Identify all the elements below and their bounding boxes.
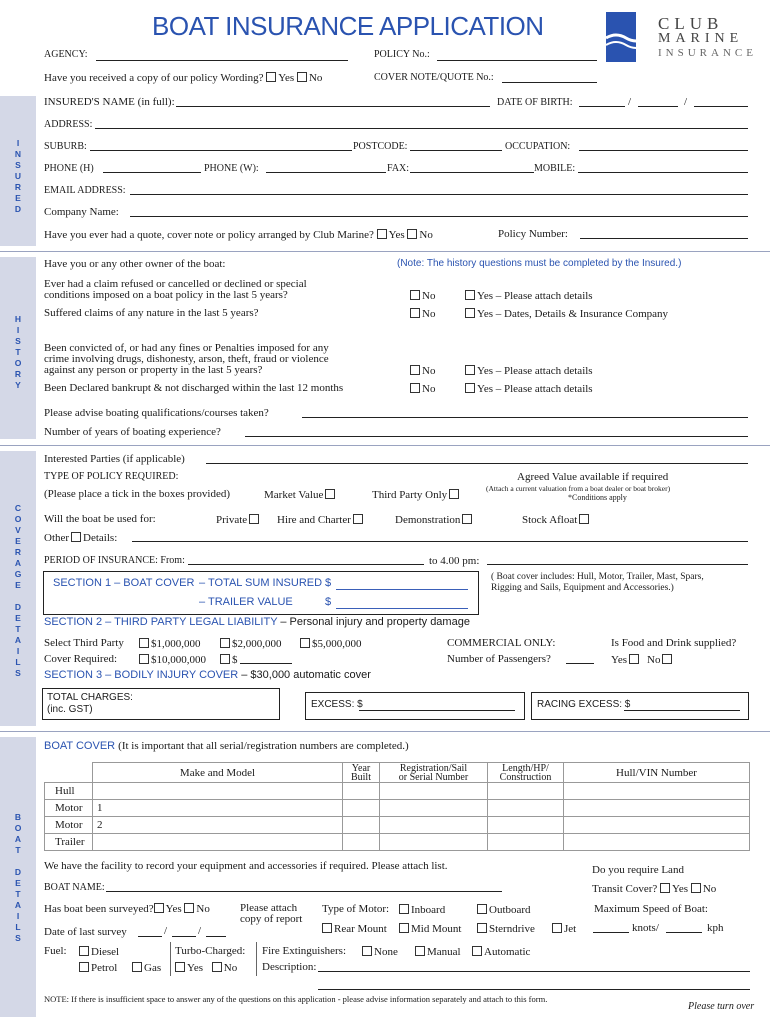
option-10m: $10,000,000 [139, 654, 206, 666]
land-yes-checkbox[interactable] [660, 883, 670, 893]
gas-option: Gas [132, 962, 161, 974]
used-for-label: Will the boat be used for: [44, 513, 156, 525]
land-transit-q2: Transit Cover? Yes No [592, 883, 717, 895]
description-label: Description: [262, 961, 317, 973]
petrol-checkbox[interactable] [79, 962, 89, 972]
period-label: PERIOD OF INSURANCE: From: [44, 555, 185, 566]
total-sum-label: – TOTAL SUM INSURED [199, 577, 323, 589]
history-q4: Been Declared bankrupt & not discharged within the last 12 months [44, 382, 344, 394]
fire-manual-option: Manual [415, 946, 461, 958]
history-vertical-label: H I S T O R Y [14, 314, 22, 390]
policy-number-field[interactable] [580, 238, 748, 239]
market-value-checkbox[interactable] [325, 489, 335, 499]
row-label-hull: Hull [45, 783, 93, 800]
motor1-year-cell[interactable] [343, 800, 380, 817]
interested-label: Interested Parties (if applicable) [44, 453, 185, 465]
commercial-label: COMMERCIAL ONLY: [447, 637, 556, 649]
fire-label: Fire Extinguishers: [262, 945, 347, 957]
history-q1-line2: conditions imposed on a boat policy in the last 5 years? [44, 289, 288, 301]
history-q1-no: No [410, 290, 435, 302]
passengers-label: Number of Passengers? [447, 653, 551, 665]
qualifications-label: Please advise boating qualifications/courses taken? [44, 407, 269, 419]
occupation-field[interactable] [579, 150, 748, 151]
email-label: EMAIL ADDRESS: [44, 185, 126, 196]
postcode-label: POSTCODE: [353, 141, 408, 152]
years-label: Number of years of boating experience? [44, 426, 221, 438]
motor1-reg-cell[interactable] [380, 800, 488, 817]
logo-insurance: INSURANCE [658, 47, 757, 59]
q3-yes-checkbox[interactable] [465, 365, 475, 375]
years-field[interactable] [245, 436, 748, 437]
hull-reg-cell[interactable] [380, 783, 488, 800]
cover-required-label: Cover Required: [44, 653, 118, 665]
company-field[interactable] [130, 216, 748, 217]
survey-slash-2: / [198, 925, 202, 937]
tp-5m-checkbox[interactable] [300, 638, 310, 648]
food-yes-checkbox[interactable] [629, 654, 639, 664]
tp-2m-checkbox[interactable] [220, 638, 230, 648]
boat-cover-table [44, 762, 750, 851]
q3-no-checkbox[interactable] [410, 365, 420, 375]
speed-knots-field[interactable] [593, 932, 629, 933]
knots-label: knots/ [632, 922, 659, 934]
boat-vertical-label: B O A T D E T A I L S [14, 812, 22, 943]
fuel-label: Fuel: [44, 945, 67, 957]
tp-1m-checkbox[interactable] [139, 638, 149, 648]
attach-report-1: Please attach [240, 902, 298, 914]
address-field[interactable] [95, 128, 748, 129]
wave-logo-icon [606, 12, 648, 62]
phone-h-field[interactable] [103, 172, 201, 173]
q4-no-checkbox[interactable] [410, 383, 420, 393]
phone-w-label: PHONE (W): [204, 163, 259, 174]
cover-note-label: COVER NOTE/QUOTE No.: [374, 72, 494, 83]
other-checkbox[interactable] [71, 532, 81, 542]
inboard-checkbox[interactable] [399, 904, 409, 914]
logo-marine: MARINE [658, 31, 744, 46]
occupation-label: OCCUPATION: [505, 141, 571, 152]
turbo-divider [256, 942, 257, 976]
fire-automatic-checkbox[interactable] [472, 946, 482, 956]
wording-question: Have you received a copy of our policy Wording? Yes No [44, 72, 323, 84]
last-survey-label: Date of last survey [44, 926, 127, 938]
excess-label: EXCESS: $ [311, 699, 363, 710]
wording-no-checkbox[interactable] [297, 72, 307, 82]
logo-club: CLUB [658, 14, 724, 33]
land-transit-q1: Do you require Land [592, 864, 684, 876]
q2-yes-checkbox[interactable] [465, 308, 475, 318]
insured-name-field[interactable] [176, 106, 490, 107]
stock-checkbox[interactable] [579, 514, 589, 524]
table-header-row [45, 763, 750, 783]
turn-over-text: Please turn over [688, 1001, 755, 1012]
boat-cover-includes-1: ( Boat cover includes: Hull, Motor, Trailer, Mast, Spars, [491, 572, 704, 582]
header-length: Length/HP/ Construction [488, 763, 564, 783]
coverage-vertical-label: C O V E R A G E D E T A I L S [14, 503, 22, 678]
trailer-dollar: $ [325, 596, 332, 608]
stock-option: Stock Afloat [522, 514, 591, 526]
company-label: Company Name: [44, 206, 119, 218]
turbo-options: Yes No [175, 962, 237, 974]
header-make-model: Make and Model [93, 763, 343, 783]
food-options: Yes No [611, 654, 674, 666]
motor2-reg-cell[interactable] [380, 817, 488, 834]
survey-month-field[interactable] [172, 936, 196, 937]
description-field-2[interactable] [318, 989, 750, 990]
history-q3-line3: against any person or property in the last 5 years? [44, 364, 263, 376]
sterndrive-checkbox[interactable] [477, 923, 487, 933]
insured-name-label: INSURED'S NAME (in full): [44, 96, 175, 108]
motor2-year-cell[interactable] [343, 817, 380, 834]
hull-year-cell[interactable] [343, 783, 380, 800]
other-details-field[interactable] [132, 541, 748, 542]
total-sum-field[interactable] [336, 589, 468, 590]
turbo-no-checkbox[interactable] [212, 962, 222, 972]
header-year-built: Year Built [343, 763, 380, 783]
agency-label: AGENCY: [44, 49, 88, 60]
hull-make-cell[interactable] [93, 783, 343, 800]
racing-excess-label: RACING EXCESS: $ [537, 699, 631, 710]
hire-checkbox[interactable] [353, 514, 363, 524]
food-no-checkbox[interactable] [662, 654, 672, 664]
diesel-option: Diesel [79, 946, 119, 958]
mid-mount-option: Mid Mount [399, 923, 461, 935]
agreed-value-label: Agreed Value available if required [517, 471, 669, 483]
dob-month-field[interactable] [638, 106, 678, 107]
total-charges-label: TOTAL CHARGES: [47, 692, 133, 703]
food-question: Is Food and Drink supplied? [611, 637, 737, 649]
history-note: (Note: The history questions must be completed by the Insured.) [397, 258, 682, 269]
option-5m: $5,000,000 [300, 638, 362, 650]
fax-label: FAX: [387, 163, 410, 174]
hull-vin-cell[interactable] [564, 783, 750, 800]
policy-type-label: TYPE OF POLICY REQUIRED: [44, 471, 179, 482]
section1-title: SECTION 1 – BOAT COVER [53, 577, 195, 589]
row-label-motor-1: Motor [45, 800, 93, 817]
email-field[interactable] [130, 194, 748, 195]
boat-name-label: BOAT NAME: [44, 882, 105, 893]
private-option: Private [216, 514, 261, 526]
petrol-option: Petrol [79, 962, 117, 974]
policy-no-label: POLICY No.: [374, 49, 430, 60]
agreed-value-note: (Attach a current valuation from a boat dealer or boat broker) [486, 484, 671, 493]
jet-checkbox[interactable] [552, 923, 562, 933]
suburb-label: SUBURB: [44, 141, 87, 152]
trailer-value-field[interactable] [336, 608, 468, 609]
table-row [45, 834, 750, 851]
quote-yes-checkbox[interactable] [377, 229, 387, 239]
select-third-party-label: Select Third Party [44, 637, 124, 649]
tp-10m-checkbox[interactable] [139, 654, 149, 664]
history-q4-yes: Yes – Please attach details [465, 383, 593, 395]
fax-field[interactable] [410, 172, 534, 173]
boat-cover-title: BOAT COVER (It is important that all serial/registration numbers are completed.) [44, 740, 409, 752]
boat-name-field[interactable] [106, 891, 502, 892]
motor2-vin-cell[interactable] [564, 817, 750, 834]
other-option: Other Details: [44, 532, 118, 544]
option-2m: $2,000,000 [220, 638, 282, 650]
mobile-label: MOBILE: [534, 163, 576, 174]
fire-manual-checkbox[interactable] [415, 946, 425, 956]
quote-question: Have you ever had a quote, cover note or policy arranged by Club Marine? Yes No [44, 229, 433, 241]
period-from-field[interactable] [188, 564, 424, 565]
divider-2 [0, 445, 770, 446]
mid-mount-checkbox[interactable] [399, 923, 409, 933]
policy-no-field[interactable] [437, 60, 597, 61]
market-value-option: Market Value [264, 489, 337, 501]
history-q1-line1: Ever had a claim refused or cancelled or declined or special [44, 278, 307, 290]
row-label-trailer: Trailer [45, 834, 93, 851]
table-row [45, 800, 750, 817]
section2-title: SECTION 2 – THIRD PARTY LEGAL LIABILITY – Personal injury and property damage [44, 616, 470, 628]
section3-title: SECTION 3 – BODILY INJURY COVER – $30,000 automatic cover [44, 669, 371, 681]
boat-cover-includes-2: Rigging and Sails, Equipment and Accessories.) [491, 583, 674, 593]
trailer-make-cell[interactable] [93, 834, 343, 851]
motor2-length-cell[interactable] [488, 817, 564, 834]
qualifications-field[interactable] [302, 417, 748, 418]
racing-excess-field[interactable] [624, 710, 740, 711]
history-q3-no: No [410, 365, 435, 377]
outboard-checkbox[interactable] [477, 904, 487, 914]
third-party-checkbox[interactable] [449, 489, 459, 499]
dob-day-field[interactable] [579, 106, 625, 107]
q1-yes-checkbox[interactable] [465, 290, 475, 300]
dob-slash-1: / [628, 96, 632, 108]
excess-field[interactable] [359, 710, 515, 711]
surveyed-yes-checkbox[interactable] [154, 903, 164, 913]
footer-note: NOTE: If there is insufficient space to answer any of the questions on this application - please advise information separately and attach to this form. [44, 994, 548, 1004]
fire-automatic-option: Automatic [472, 946, 530, 958]
private-checkbox[interactable] [249, 514, 259, 524]
motor1-length-cell[interactable] [488, 800, 564, 817]
history-q3-line1: Been convicted of, or had any fines or Penalties imposed for any [44, 342, 329, 354]
option-custom: $ [220, 654, 238, 666]
wording-yes-checkbox[interactable] [266, 72, 276, 82]
motor-type-label: Type of Motor: [322, 903, 390, 915]
description-field[interactable] [318, 971, 750, 972]
page-title: BOAT INSURANCE APPLICATION [152, 11, 544, 41]
facility-text: We have the facility to record your equipment and accessories if required. Please attach list. [44, 860, 448, 872]
policy-number-label: Policy Number: [498, 228, 568, 240]
dob-year-field[interactable] [694, 106, 748, 107]
cover-note-field[interactable] [502, 82, 597, 83]
history-q3-line2: crime involving drugs, dishonesty, arson, theft, fraud or violence [44, 353, 329, 365]
diesel-checkbox[interactable] [79, 946, 89, 956]
motor1-make-cell[interactable]: 1 [93, 800, 343, 817]
survey-day-field[interactable] [138, 936, 162, 937]
gas-checkbox[interactable] [132, 962, 142, 972]
history-q2: Suffered claims of any nature in the last 5 years? [44, 307, 259, 319]
max-speed-label: Maximum Speed of Boat: [594, 903, 708, 915]
fuel-divider [170, 942, 171, 976]
fire-none-checkbox[interactable] [362, 946, 372, 956]
sterndrive-option: Sterndrive [477, 923, 535, 935]
owner-question: Have you or any other owner of the boat: [44, 258, 226, 270]
period-to-field[interactable] [487, 564, 748, 565]
rear-mount-option: Rear Mount [322, 923, 387, 935]
phone-w-field[interactable] [266, 172, 386, 173]
q2-no-checkbox[interactable] [410, 308, 420, 318]
total-charges-gst: (inc. GST) [47, 704, 93, 715]
demo-checkbox[interactable] [462, 514, 472, 524]
history-q2-no: No [410, 308, 435, 320]
third-party-option: Third Party Only [372, 489, 461, 501]
passengers-field[interactable] [566, 663, 594, 664]
quote-no-checkbox[interactable] [407, 229, 417, 239]
rear-mount-checkbox[interactable] [322, 923, 332, 933]
agency-field[interactable] [96, 60, 348, 61]
hull-length-cell[interactable] [488, 783, 564, 800]
q4-yes-checkbox[interactable] [465, 383, 475, 393]
attach-report-2: copy of report [240, 913, 303, 925]
kph-label: kph [707, 922, 724, 934]
motor1-vin-cell[interactable] [564, 800, 750, 817]
option-1m: $1,000,000 [139, 638, 201, 650]
turbo-label: Turbo-Charged: [175, 945, 246, 957]
agreed-conditions: *Conditions apply [568, 493, 627, 502]
jet-option: Jet [552, 923, 576, 935]
header-hull-vin: Hull/VIN Number [564, 763, 750, 783]
motor2-make-cell[interactable]: 2 [93, 817, 343, 834]
phone-h-label: PHONE (H) [44, 163, 94, 174]
history-q2-yes: Yes – Dates, Details & Insurance Company [465, 308, 668, 320]
history-q4-no: No [410, 383, 435, 395]
outboard-option: Outboard [477, 904, 531, 916]
tp-custom-checkbox[interactable] [220, 654, 230, 664]
period-to-label: to 4.00 pm: [429, 555, 480, 567]
trailer-length-cell[interactable] [488, 834, 564, 851]
trailer-value-label: – TRAILER VALUE [199, 596, 293, 608]
suburb-field[interactable] [90, 150, 352, 151]
total-sum-dollar: $ [325, 577, 332, 589]
row-label-motor-2: Motor [45, 817, 93, 834]
insured-vertical-label: I N S U R E D [14, 138, 22, 214]
trailer-year-cell[interactable] [343, 834, 380, 851]
survey-year-field[interactable] [206, 936, 226, 937]
speed-kph-field[interactable] [666, 932, 702, 933]
divider-1 [0, 251, 770, 252]
inboard-option: Inboard [399, 904, 445, 916]
club-marine-logo [606, 12, 762, 62]
header-registration: Registration/Sail or Serial Number [380, 763, 488, 783]
mobile-field[interactable] [578, 172, 748, 173]
surveyed-question: Has boat been surveyed? Yes No [44, 903, 210, 915]
tick-instruction: (Please place a tick in the boxes provided) [44, 488, 231, 500]
q1-no-checkbox[interactable] [410, 290, 420, 300]
survey-slash-1: / [164, 925, 168, 937]
turbo-yes-checkbox[interactable] [175, 962, 185, 972]
trailer-reg-cell[interactable] [380, 834, 488, 851]
history-q3-yes: Yes – Please attach details [465, 365, 593, 377]
address-label: ADDRESS: [44, 119, 93, 130]
surveyed-no-checkbox[interactable] [184, 903, 194, 913]
fire-none-option: None [362, 946, 398, 958]
dob-label: DATE OF BIRTH: [497, 97, 573, 108]
divider-3 [0, 731, 770, 732]
dob-slash-2: / [684, 96, 688, 108]
trailer-vin-cell[interactable] [564, 834, 750, 851]
demo-option: Demonstration [395, 514, 474, 526]
interested-field[interactable] [206, 463, 748, 464]
tp-custom-field[interactable] [240, 663, 292, 664]
postcode-field[interactable] [410, 150, 502, 151]
hire-option: Hire and Charter [277, 514, 365, 526]
table-row [45, 783, 750, 800]
table-row [45, 817, 750, 834]
history-q1-yes: Yes – Please attach details [465, 290, 593, 302]
land-no-checkbox[interactable] [691, 883, 701, 893]
